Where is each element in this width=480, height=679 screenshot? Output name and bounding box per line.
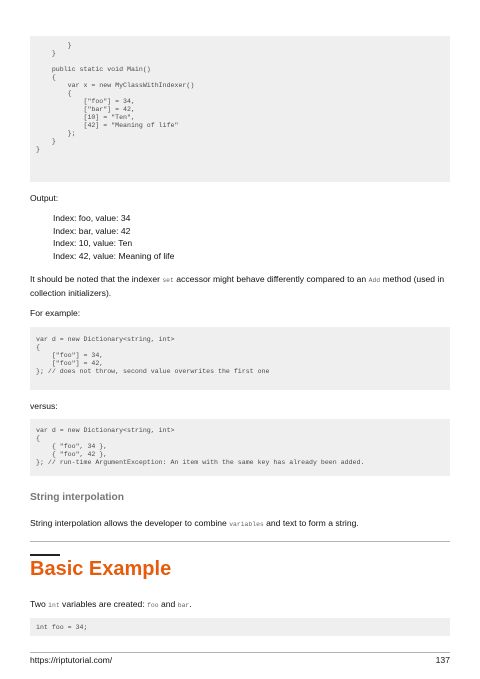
output-line: Index: 10, value: Ten (53, 238, 133, 249)
for-example-label: For example: (30, 308, 81, 318)
inline-code: bar (177, 602, 190, 609)
footer-divider (30, 652, 450, 653)
code-block-dictionary-add: var d = new Dictionary<string, int> { { "foo", 34 }, { "foo", 42 }, }; // run-time ArgumentException: An item with the same key has already been added. (30, 419, 450, 476)
output-line: Index: bar, value: 42 (53, 225, 131, 236)
inline-code: set (162, 277, 174, 284)
inline-code: foo (147, 602, 159, 609)
page-number: 137 (435, 655, 450, 665)
code-block-indexer: } } public static void Main() { var x = new MyClassWithIndexer() { ["foo"] = 34, ["bar"] = 42, [10] = "Ten", [42] = "Meaning of life" }; } } (30, 36, 450, 182)
output-line: Index: 42, value: Meaning of life (53, 251, 175, 262)
output-list (53, 212, 174, 263)
footer-url-link[interactable]: https://riptutorial.com/ (30, 655, 113, 665)
interpolation-paragraph: String interpolation allows the developer to combine variables and text to form a string. (30, 518, 359, 528)
variables-paragraph: Two int variables are created: foo and bar. (30, 599, 192, 609)
section-subheading: String interpolation (30, 492, 124, 503)
inline-code: int (48, 602, 60, 609)
versus-label: versus: (30, 401, 58, 411)
section-heading: Basic Example (30, 558, 172, 580)
inline-code: Add (368, 277, 381, 284)
output-label: Output: (30, 193, 59, 203)
output-line: Index: foo, value: 34 (53, 213, 131, 223)
section-divider (30, 541, 450, 542)
heading-accent-bar (30, 554, 60, 556)
code-block-dictionary-indexer: var d = new Dictionary<string, int> { ["foo"] = 34, ["foo"] = 42, }; // does not throw, second value overwrites the first one (30, 327, 450, 390)
inline-code: variables (229, 521, 264, 528)
indexer-note-paragraph: It should be noted that the indexer set accessor might behave differently compared to an Add method (used in collection initializers). (30, 274, 445, 298)
code-block-int-foo: int foo = 34; (30, 618, 450, 636)
